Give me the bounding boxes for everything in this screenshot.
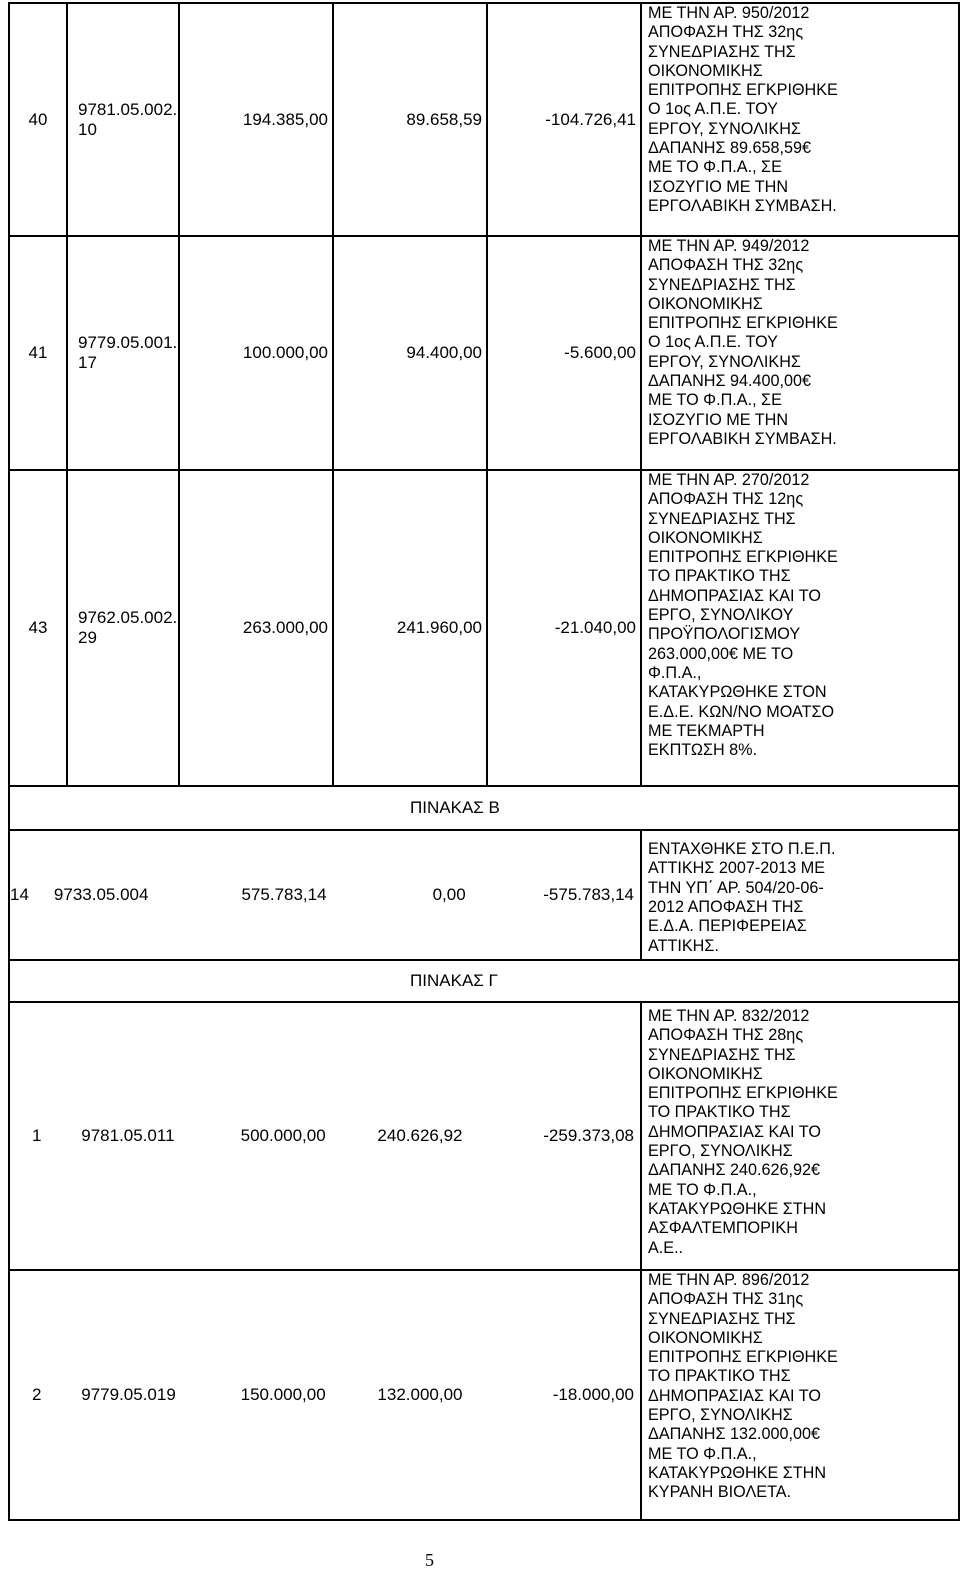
- note-text: ΜΕ ΤΗΝ ΑΡ. 949/2012 ΑΠΟΦΑΣΗ ΤΗΣ 32ης ΣΥΝΕΔΡΙΑΣΗΣ ΤΗΣ ΟΙΚΟΝΟΜΙΚΗΣ ΕΠΙΤΡΟΠΗΣ ΕΓΚΡΙΘΗΚΕ Ο 1ος Α.Π.Ε. ΤΟΥ ΕΡΓΟΥ, ΣΥΝΟΛΙΚΗΣ ΔΑΠΑΝΗΣ 94.400,00€ ΜΕ ΤΟ Φ.Π.Α., ΣΕ ΙΣΟΖΥΓΙΟ ΜΕ ΤΗΝ ΕΡΓΟΛΑΒΙΚΗ ΣΥΜΒΑΣΗ.: [648, 237, 838, 448]
- final-amount: 241.960,00: [333, 470, 487, 786]
- budget-amount: 150.000,00: [240, 1385, 326, 1404]
- account-code: 9781.05.011: [81, 1126, 175, 1145]
- note-text: ΜΕ ΤΗΝ ΑΡ. 896/2012 ΑΠΟΦΑΣΗ ΤΗΣ 31ης ΣΥΝΕΔΡΙΑΣΗΣ ΤΗΣ ΟΙΚΟΝΟΜΙΚΗΣ ΕΠΙΤΡΟΠΗΣ ΕΓΚΡΙΘΗΚΕ ΤΟ ΠΡΑΚΤΙΚΟ ΤΗΣ ΔΗΜΟΠΡΑΣΙΑΣ ΚΑΙ ΤΟ ΕΡΓΟ, ΣΥΝΟΛΙΚΗΣ ΔΑΠΑΝΗΣ 132.000,00€ ΜΕ ΤΟ Φ.Π.Α., ΚΑΤΑΚΥΡΩΘΗΚΕ ΣΤΗΝ ΚΥΡΑΝΗ ΒΙΟΛΕΤΑ.: [648, 1271, 838, 1502]
- final-amount: 0,00: [432, 885, 466, 904]
- table-row: [9, 830, 959, 960]
- page-number: 5: [425, 1550, 434, 1570]
- budget-amount: 194.385,00: [179, 3, 333, 236]
- note-text: ΕΝΤΑΧΘΗΚΕ ΣΤΟ Π.Ε.Π. ΑΤΤΙΚΗΣ 2007-2013 ΜΕ ΤΗΝ ΥΠ΄ ΑΡ. 504/20-06- 2012 ΑΠΟΦΑΣΗ ΤΗΣ Ε.Δ.Α. ΠΕΡΙΦΕΡΕΙΑΣ ΑΤΤΙΚΗΣ.: [648, 840, 836, 955]
- section-header-row: [9, 786, 959, 830]
- final-amount: 240.626,92: [377, 1126, 463, 1145]
- table-row: [9, 470, 959, 786]
- section-header-row: [9, 960, 959, 1002]
- merged-cell: [9, 830, 641, 960]
- row-number: 40: [9, 3, 67, 236]
- row-number: 1: [32, 1126, 42, 1145]
- row-number: 2: [32, 1385, 42, 1404]
- row-number: 43: [9, 470, 67, 786]
- final-amount: 89.658,59: [333, 3, 487, 236]
- note-cell: [641, 1002, 959, 1270]
- account-code: 9779.05.019: [81, 1385, 176, 1404]
- note-cell: [641, 236, 959, 470]
- difference-amount: -21.040,00: [487, 470, 641, 786]
- note-text: ΜΕ ΤΗΝ ΑΡ. 832/2012 ΑΠΟΦΑΣΗ ΤΗΣ 28ης ΣΥΝΕΔΡΙΑΣΗΣ ΤΗΣ ΟΙΚΟΝΟΜΙΚΗΣ ΕΠΙΤΡΟΠΗΣ ΕΓΚΡΙΘΗΚΕ ΤΟ ΠΡΑΚΤΙΚΟ ΤΗΣ ΔΗΜΟΠΡΑΣΙΑΣ ΚΑΙ ΤΟ ΕΡΓΟ, ΣΥΝΟΛΙΚΗΣ ΔΑΠΑΝΗΣ 240.626,92€ ΜΕ ΤΟ Φ.Π.Α., ΚΑΤΑΚΥΡΩΘΗΚΕ ΣΤΗΝ ΑΣΦΑΛΤΕΜΠΟΡΙΚΗ Α.Ε..: [648, 1007, 838, 1257]
- table-row: [9, 1270, 959, 1520]
- difference-amount: -104.726,41: [487, 3, 641, 236]
- row-number: 14: [10, 885, 29, 904]
- note-cell: [641, 3, 959, 236]
- note-cell: [641, 1270, 959, 1520]
- account-code: 9733.05.004: [53, 885, 149, 904]
- difference-amount: -575.783,14: [543, 885, 635, 904]
- note-cell: [641, 470, 959, 786]
- table-row: [9, 236, 959, 470]
- account-code: 9779.05.001. 17: [67, 236, 179, 470]
- difference-amount: -259.373,08: [543, 1126, 634, 1145]
- note-cell: [641, 830, 959, 960]
- budget-amount: 100.000,00: [179, 236, 333, 470]
- merged-cell: [9, 1270, 641, 1520]
- final-amount: 132.000,00: [377, 1385, 463, 1404]
- final-amount: 94.400,00: [333, 236, 487, 470]
- budget-amount: 575.783,14: [241, 885, 327, 904]
- account-code: 9781.05.002. 10: [67, 3, 179, 236]
- merged-cell: [9, 1002, 641, 1270]
- difference-amount: -5.600,00: [487, 236, 641, 470]
- section-title-b: ΠΙΝΑΚΑΣ Β: [9, 786, 959, 830]
- note-text: ΜΕ ΤΗΝ ΑΡ. 950/2012 ΑΠΟΦΑΣΗ ΤΗΣ 32ης ΣΥΝΕΔΡΙΑΣΗΣ ΤΗΣ ΟΙΚΟΝΟΜΙΚΗΣ ΕΠΙΤΡΟΠΗΣ ΕΓΚΡΙΘΗΚΕ Ο 1ος Α.Π.Ε. ΤΟΥ ΕΡΓΟΥ, ΣΥΝΟΛΙΚΗΣ ΔΑΠΑΝΗΣ 89.658,59€ ΜΕ ΤΟ Φ.Π.Α., ΣΕ ΙΣΟΖΥΓΙΟ ΜΕ ΤΗΝ ΕΡΓΟΛΑΒΙΚΗ ΣΥΜΒΑΣΗ.: [648, 4, 838, 215]
- budget-table: [8, 2, 960, 1521]
- row-number: 41: [9, 236, 67, 470]
- note-text: ΜΕ ΤΗΝ ΑΡ. 270/2012 ΑΠΟΦΑΣΗ ΤΗΣ 12ης ΣΥΝΕΔΡΙΑΣΗΣ ΤΗΣ ΟΙΚΟΝΟΜΙΚΗΣ ΕΠΙΤΡΟΠΗΣ ΕΓΚΡΙΘΗΚΕ ΤΟ ΠΡΑΚΤΙΚΟ ΤΗΣ ΔΗΜΟΠΡΑΣΙΑΣ ΚΑΙ ΤΟ ΕΡΓΟ, ΣΥΝΟΛΙΚΟΥ ΠΡΟΫΠΟΛΟΓΙΣΜΟΥ 263.000,00€ ΜΕ ΤΟ Φ.Π.Α., ΚΑΤΑΚΥΡΩΘΗΚΕ ΣΤΟΝ Ε.Δ.Ε. ΚΩΝ/ΝΟ ΜΟΑΤΣΟ ΜΕ ΤΕΚΜΑΡΤΗ ΕΚΠΤΩΣΗ 8%.: [648, 471, 838, 760]
- budget-amount: 500.000,00: [240, 1126, 326, 1145]
- section-title-c: ΠΙΝΑΚΑΣ Γ: [9, 960, 959, 1002]
- table-row: [9, 3, 959, 236]
- budget-amount: 263.000,00: [179, 470, 333, 786]
- account-code: 9762.05.002. 29: [67, 470, 179, 786]
- table-row: [9, 1002, 959, 1270]
- difference-amount: -18.000,00: [552, 1385, 634, 1404]
